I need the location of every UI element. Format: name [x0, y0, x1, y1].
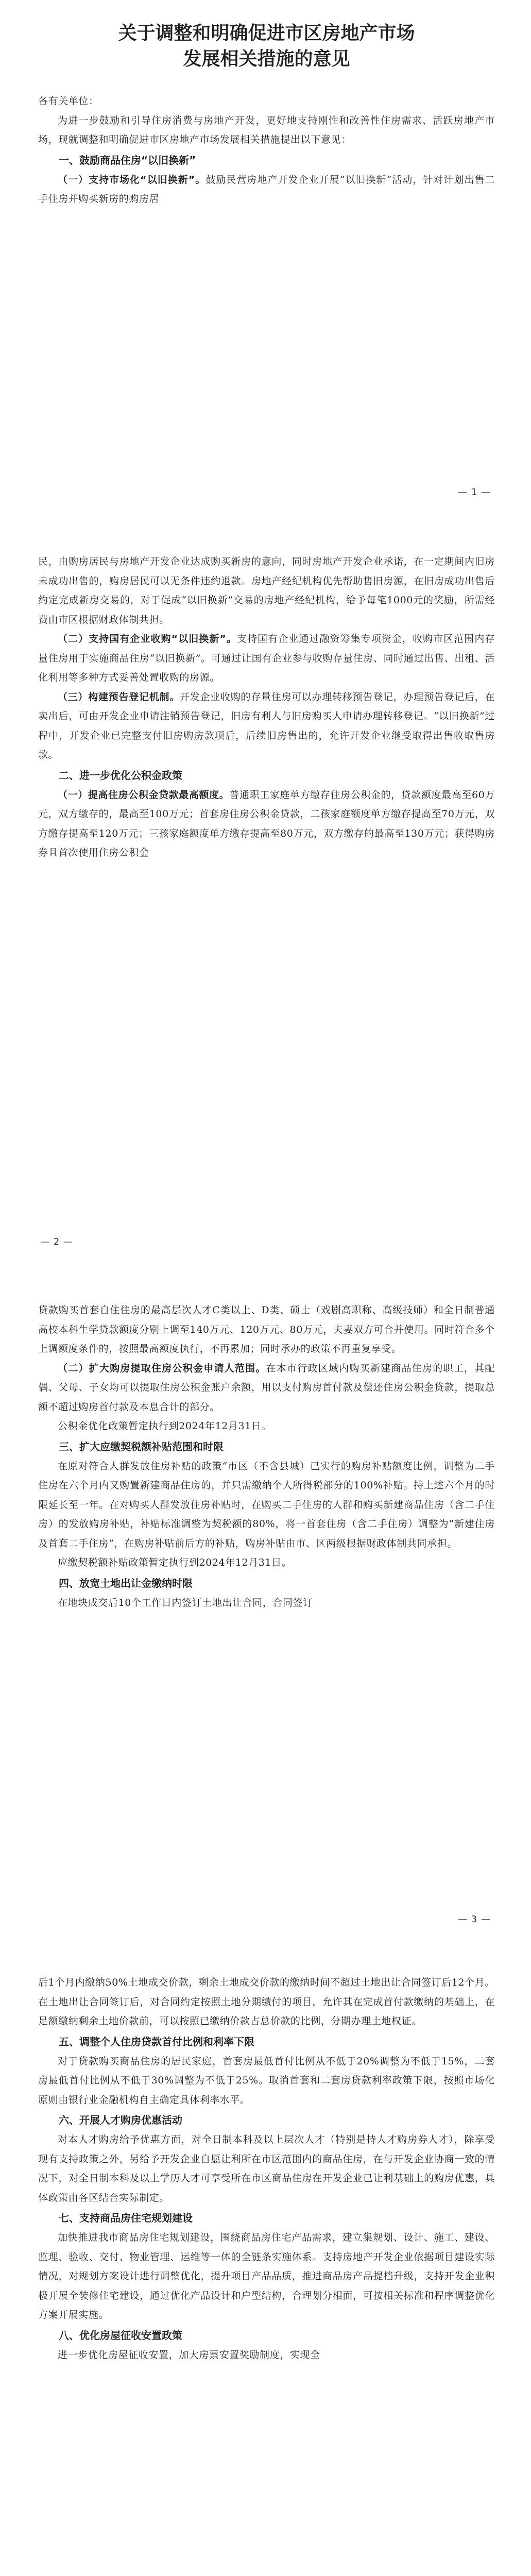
body-paragraph: 在原对符合人群发放住房补贴的政策“市区（不含县城）已实行的购房补贴额度比例，调整为二手住房在六个月内又购置新建商品住房的，并只需缴纳个人所得税部分的100%补贴。持上述六个月的时限延长至一年。在对购买人群发放住房补贴时，在购买二手住房的人群和购买新建商品住房（含二手住房）的发放购房补贴，补贴标准调整为契税额的80%，将一首套住房（含二手住房）调整为“新建住房及首套二手住房”，在购房补贴前后方的补贴，购房补贴由市、区两级根据财政体制共同承担。 — [38, 1460, 495, 1549]
body-paragraph: 应缴契税额补贴政策暂定执行到2024年12月31日。 — [58, 1557, 292, 1568]
subsection-title: （二）扩大购房提取住房公积金申请人范围。 — [58, 1362, 266, 1374]
continued-paragraph: 贷款购买首套自住住房的最高层次人才C类以上、D类、硕士（戏剧高职称、高级技师）和全日制普通高校本科生学贷款额度分别上调至140万元、120万元、80万元，夫妻双方可合并使用。同时符合多个上调额度条件的，按照最高额度执行，不再累加；同时承办的政策不再重复享受。 — [38, 1304, 495, 1354]
page-1 — [0, 0, 531, 515]
body-paragraph: 为进一步鼓励和引导住房消费与房地产开发，更好地支持刚性和改善性住房需求、活跃房地产市场，现就调整和明确促进市区房地产市场发展相关措施提出以下意见： — [38, 114, 495, 145]
body-paragraph: 在地块成交后10个工作日内签订土地出让合同，合同签订 — [58, 1597, 313, 1608]
title-line-1: 关于调整和明确促进市区房地产市场 — [118, 23, 415, 44]
subsection-paragraph — [38, 688, 495, 765]
document-title — [38, 21, 495, 72]
subsection-body: 支持国有企业通过融资筹集专项资金，收购市区范围内存量住房用于实施商品住房“以旧换新”。可通过让国有企业参与收购存量住房、同时通过出售、出租、活化利用等多种方式妥善处置收购的房源。 — [38, 633, 495, 683]
subsection-title: （三）构建预告登记机制。 — [58, 691, 180, 703]
body-paragraph: 公积金优化政策暂定执行到2024年12月31日。 — [58, 1420, 272, 1432]
section-heading: 一、鼓励商品住房“以旧换新” — [59, 154, 196, 166]
subsection-title: （一）支持市场化“以旧换新”。 — [58, 174, 206, 185]
page-number: — 2 — — [40, 1236, 73, 1247]
section-heading: 八、优化房屋征收安置政策 — [59, 2329, 182, 2342]
subsection-paragraph — [38, 786, 495, 863]
section-heading: 七、支持商品房住宅规划建设 — [59, 2212, 193, 2224]
page-4 — [0, 1942, 531, 2576]
section-heading: 三、扩大应缴契税额补贴范围和时限 — [59, 1440, 224, 1453]
page-number: — 3 — — [458, 1914, 491, 1925]
subsection-paragraph — [38, 171, 495, 209]
page-2 — [0, 515, 531, 1265]
body-paragraph: 对于贷款购买商品住房的居民家庭，首套房最低首付比例从不低于20%调整为不低于15%，二套房最低首付比例从不低于30%调整为不低于25%。取消首套和二套房贷款利率政策下限，按照市场化原则由银行业金融机构自主确定具体利率水平。 — [38, 2055, 495, 2106]
continued-paragraph: 民，由购房居民与房地产开发企业达成购买新房的意向，同时房地产开发企业承诺，在一定期间内旧房未成功出售的，购房居民可以无条件违约退款。房地产经纪机构优先帮助售旧房源，在旧房成功出售后约定完成新房交易的，对于促成“以旧换新”交易的房地产经纪机构，给予每笔1000元的奖励，所需经费由市区根据财政体制共担。 — [38, 556, 495, 625]
section-heading: 五、调整个人住房贷款首付比例和利率下限 — [59, 2035, 254, 2048]
page-3 — [0, 1265, 531, 1942]
title-line-2: 发展相关措施的意见 — [183, 48, 350, 70]
body-paragraph: 对本人才购房给予优惠方面，对全日制本科及以上层次人才（特别是持人才购房券人才），除享受现有支持政策之外，另给予开发企业自愿让利所在市区范围内的商品住房，在与开发企业协商一致的情况下，对全日制本科及以上学历人才可享受所在市区商品住房在开发企业已让利基础上的购房优惠，具体政策由各区结合实际制定。 — [38, 2134, 495, 2204]
section-heading: 二、进一步优化公积金政策 — [59, 769, 182, 782]
subsection-paragraph — [38, 630, 495, 688]
subsection-body: 在本市行政区域内购买新建商品住房的职工，其配偶、父母、子女均可以提取住房公积金账户余额，用以支付购房首付款及偿还住房公积金贷款，提取总额不超过购房首付款及本息合计的部分。 — [38, 1362, 495, 1413]
subsection-paragraph — [38, 1359, 495, 1417]
continued-paragraph: 后1个月内缴纳50%土地成交价款，剩余土地成交价款的缴纳时间不超过土地出让合同签订后12个月。在土地出让合同签订后，对合同约定按照土地分期缴付的项目，允许其在完成首付款缴纳的基础上，在足额缴纳剩余土地价款前，可以按照已缴纳价款占总价款的比例，分期办理土地权证。 — [38, 1977, 495, 2027]
subsection-body: 开发企业收购的存量住房可以办理转移预告登记，办理预告登记后，在卖出后，可由开发企业申请注销预告登记，旧房有利人与旧房购买人申请办理转移登记。“以旧换新”过程中，开发企业已完整支付旧房购房款项后，后续旧房售出的，允许开发企业继受取得出售收取售房款。 — [38, 691, 495, 760]
body-paragraph: 加快推进我市商品房住宅规划建设，围绕商品房住宅产品需求，建立集规划、设计、施工、建设、监理、验收、交付、物业管理、运维等一体的全链条实施体系。支持房地产开发企业依据项目建设实际情况，对规划方案设计进行调整优化，提升项目产品品质，推进商品房产品提档升级，支持开发企业积极开展全装修住宅建设，通过优化产品设计和户型结构，合理划分相面，可按相关标准和程序调整优化方案开展实施。 — [38, 2232, 495, 2320]
subsection-title: （一）提高住房公积金贷款最高额度。 — [58, 789, 230, 801]
salutation: 各有关单位： — [38, 95, 99, 107]
subsection-body: 普通职工家庭单方缴存住房公积金的，贷款额度最高至60万元，双方缴存的，最高至100万元；首套房住房公积金贷款，二孩家庭额度单方缴存提高至70万元，双方缴存提高至120万元；三孩家庭额度单方缴存提高至80万元，双方缴存的最高至130万元；获得购房券且首次使用住房公积金 — [38, 789, 495, 858]
page-number: — 1 — — [458, 487, 491, 498]
subsection-body: 鼓励民营房地产开发企业开展“以旧换新”活动，针对计划出售二手住房并购买新房的购房居 — [38, 174, 495, 205]
section-heading: 六、开展人才购房优惠活动 — [59, 2114, 182, 2126]
body-paragraph: 进一步优化房屋征收安置，加大房票安置奖励制度，实现全 — [58, 2349, 320, 2361]
subsection-title: （二）支持国有企业收购“以旧换新”。 — [58, 633, 237, 645]
section-heading: 四、放宽土地出让金缴纳时限 — [59, 1577, 193, 1589]
